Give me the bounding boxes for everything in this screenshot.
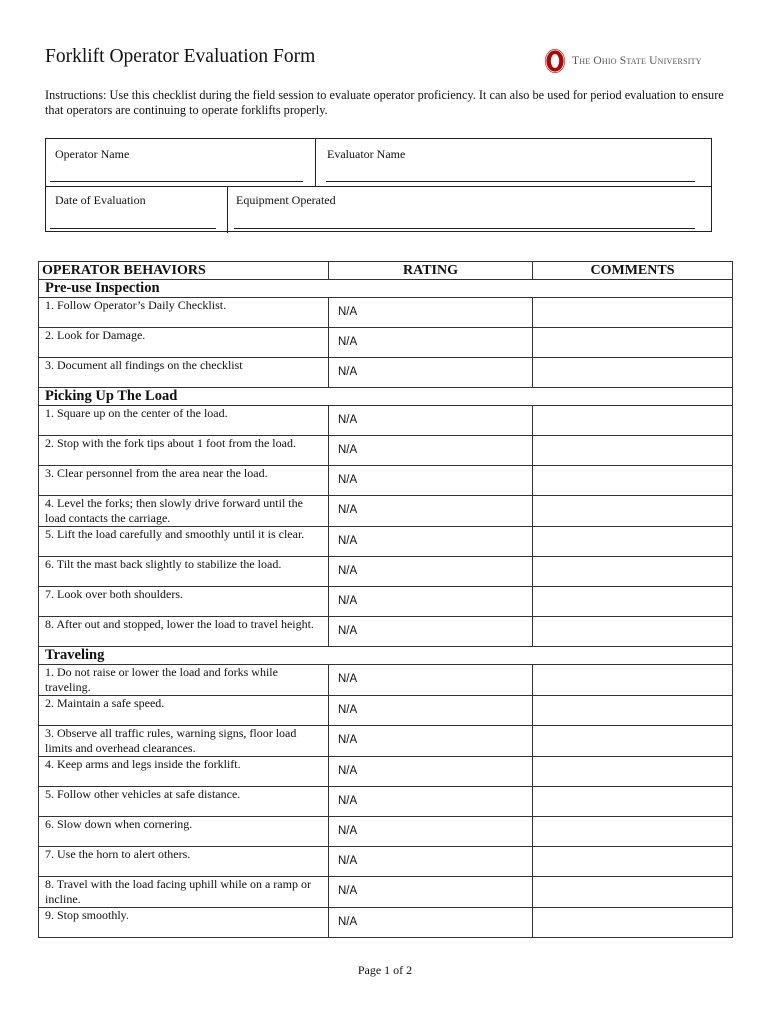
behavior-row bbox=[39, 587, 733, 617]
table-header-row bbox=[39, 262, 733, 280]
rating-value: N/A bbox=[338, 734, 358, 746]
evaluator-name-field[interactable] bbox=[326, 181, 695, 182]
rating-dropdown[interactable] bbox=[329, 847, 533, 877]
behavior-text: 8. After out and stopped, lower the load to travel height. bbox=[39, 617, 329, 647]
rating-value: N/A bbox=[338, 855, 358, 867]
date-field[interactable] bbox=[50, 228, 216, 229]
behavior-text: 3. Observe all traffic rules, warning signs, floor load limits and overhead clearances. bbox=[39, 726, 329, 757]
behavior-text: 6. Tilt the mast back slightly to stabilize the load. bbox=[39, 557, 329, 587]
operator-name-field[interactable] bbox=[50, 181, 303, 182]
comments-field[interactable] bbox=[533, 587, 733, 617]
behavior-text: 7. Use the horn to alert others. bbox=[39, 847, 329, 877]
behavior-row bbox=[39, 726, 733, 757]
comments-field[interactable] bbox=[533, 847, 733, 877]
rating-dropdown[interactable] bbox=[329, 466, 533, 496]
comments-field[interactable] bbox=[533, 436, 733, 466]
rating-header: RATING bbox=[329, 262, 533, 280]
behavior-text: 3. Document all findings on the checklist bbox=[39, 358, 329, 388]
rating-value: N/A bbox=[338, 414, 358, 426]
behavior-text: 4. Keep arms and legs inside the forklift. bbox=[39, 757, 329, 787]
behavior-text: 1. Do not raise or lower the load and forks while traveling. bbox=[39, 665, 329, 696]
behavior-row bbox=[39, 847, 733, 877]
comments-field[interactable] bbox=[533, 787, 733, 817]
comments-field[interactable] bbox=[533, 908, 733, 938]
divider bbox=[227, 187, 228, 233]
evaluation-table bbox=[38, 261, 733, 938]
behavior-row bbox=[39, 328, 733, 358]
page-number: Page 1 of 2 bbox=[357, 963, 413, 977]
evaluator-name-label: Evaluator Name bbox=[327, 147, 406, 161]
behavior-row bbox=[39, 787, 733, 817]
rating-value: N/A bbox=[338, 595, 358, 607]
behavior-row bbox=[39, 436, 733, 466]
rating-dropdown[interactable] bbox=[329, 757, 533, 787]
rating-dropdown[interactable] bbox=[329, 587, 533, 617]
block-o-icon bbox=[544, 48, 566, 74]
section-row bbox=[39, 280, 733, 298]
behavior-text: 8. Travel with the load facing uphill while on a ramp or incline. bbox=[39, 877, 329, 908]
rating-value: N/A bbox=[338, 885, 358, 897]
comments-field[interactable] bbox=[533, 496, 733, 527]
comments-field[interactable] bbox=[533, 877, 733, 908]
form-title: Forklift Operator Evaluation Form bbox=[45, 46, 316, 67]
behavior-text: 3. Clear personnel from the area near the load. bbox=[39, 466, 329, 496]
equipment-label: Equipment Operated bbox=[236, 193, 336, 207]
section-row bbox=[39, 388, 733, 406]
equipment-field[interactable] bbox=[234, 228, 695, 229]
behavior-row bbox=[39, 527, 733, 557]
divider bbox=[315, 139, 316, 187]
section-spacer bbox=[329, 647, 733, 665]
behavior-text: 6. Slow down when cornering. bbox=[39, 817, 329, 847]
date-label: Date of Evaluation bbox=[55, 193, 146, 207]
rating-value: N/A bbox=[338, 504, 358, 516]
comments-field[interactable] bbox=[533, 298, 733, 328]
rating-dropdown[interactable] bbox=[329, 617, 533, 647]
rating-dropdown[interactable] bbox=[329, 726, 533, 757]
comments-field[interactable] bbox=[533, 757, 733, 787]
rating-value: N/A bbox=[338, 474, 358, 486]
instructions-text: Instructions: Use this checklist during the field session to evaluate operator proficiency. It can also be used for period evaluation to ensure that operators are continuing to operate forklifts properly. bbox=[45, 88, 724, 117]
behavior-row bbox=[39, 298, 733, 328]
rating-dropdown[interactable] bbox=[329, 328, 533, 358]
rating-value: N/A bbox=[338, 306, 358, 318]
comments-field[interactable] bbox=[533, 358, 733, 388]
behavior-text: 1. Follow Operator’s Daily Checklist. bbox=[39, 298, 329, 328]
comments-field[interactable] bbox=[533, 527, 733, 557]
section-row bbox=[39, 647, 733, 665]
comments-field[interactable] bbox=[533, 466, 733, 496]
rating-dropdown[interactable] bbox=[329, 908, 533, 938]
rating-dropdown[interactable] bbox=[329, 696, 533, 726]
behaviors-header: OPERATOR BEHAVIORS bbox=[39, 262, 329, 280]
university-logo bbox=[544, 48, 702, 74]
behavior-row bbox=[39, 496, 733, 527]
behavior-row bbox=[39, 557, 733, 587]
comments-field[interactable] bbox=[533, 406, 733, 436]
behavior-text: 2. Maintain a safe speed. bbox=[39, 696, 329, 726]
comments-header: COMMENTS bbox=[533, 262, 733, 280]
comments-field[interactable] bbox=[533, 665, 733, 696]
rating-dropdown[interactable] bbox=[329, 496, 533, 527]
behavior-row bbox=[39, 817, 733, 847]
behavior-text: 7. Look over both shoulders. bbox=[39, 587, 329, 617]
behavior-row bbox=[39, 665, 733, 696]
rating-dropdown[interactable] bbox=[329, 406, 533, 436]
rating-value: N/A bbox=[338, 795, 358, 807]
behavior-text: 1. Square up on the center of the load. bbox=[39, 406, 329, 436]
behavior-text: 9. Stop smoothly. bbox=[39, 908, 329, 938]
rating-dropdown[interactable] bbox=[329, 436, 533, 466]
evaluation-info-box bbox=[45, 138, 712, 232]
comments-field[interactable] bbox=[533, 696, 733, 726]
comments-field[interactable] bbox=[533, 557, 733, 587]
behavior-text: 5. Lift the load carefully and smoothly until it is clear. bbox=[39, 527, 329, 557]
rating-value: N/A bbox=[338, 366, 358, 378]
rating-dropdown[interactable] bbox=[329, 877, 533, 908]
behavior-row bbox=[39, 757, 733, 787]
behavior-row bbox=[39, 358, 733, 388]
rating-dropdown[interactable] bbox=[329, 298, 533, 328]
rating-dropdown[interactable] bbox=[329, 665, 533, 696]
comments-field[interactable] bbox=[533, 726, 733, 757]
comments-field[interactable] bbox=[533, 617, 733, 647]
rating-value: N/A bbox=[338, 673, 358, 685]
behavior-text: 5. Follow other vehicles at safe distance. bbox=[39, 787, 329, 817]
rating-value: N/A bbox=[338, 565, 358, 577]
section-spacer bbox=[329, 388, 733, 406]
behavior-row bbox=[39, 696, 733, 726]
rating-dropdown[interactable] bbox=[329, 358, 533, 388]
rating-value: N/A bbox=[338, 535, 358, 547]
behavior-row bbox=[39, 466, 733, 496]
rating-value: N/A bbox=[338, 444, 358, 456]
rating-value: N/A bbox=[338, 625, 358, 637]
rating-dropdown[interactable] bbox=[329, 817, 533, 847]
university-name: The Ohio State University bbox=[572, 55, 702, 67]
behavior-row bbox=[39, 406, 733, 436]
operator-name-label: Operator Name bbox=[55, 147, 130, 161]
comments-field[interactable] bbox=[533, 328, 733, 358]
section-title: Picking Up The Load bbox=[39, 388, 329, 406]
comments-field[interactable] bbox=[533, 817, 733, 847]
section-spacer bbox=[329, 280, 733, 298]
rating-dropdown[interactable] bbox=[329, 527, 533, 557]
section-title: Traveling bbox=[39, 647, 329, 665]
behavior-row bbox=[39, 908, 733, 938]
rating-value: N/A bbox=[338, 916, 358, 928]
behavior-text: 2. Look for Damage. bbox=[39, 328, 329, 358]
divider bbox=[46, 186, 711, 187]
section-title: Pre-use Inspection bbox=[39, 280, 329, 298]
rating-value: N/A bbox=[338, 704, 358, 716]
behavior-row bbox=[39, 617, 733, 647]
rating-value: N/A bbox=[338, 336, 358, 348]
behavior-row bbox=[39, 877, 733, 908]
rating-dropdown[interactable] bbox=[329, 557, 533, 587]
rating-value: N/A bbox=[338, 765, 358, 777]
behavior-text: 2. Stop with the fork tips about 1 foot from the load. bbox=[39, 436, 329, 466]
rating-value: N/A bbox=[338, 825, 358, 837]
rating-dropdown[interactable] bbox=[329, 787, 533, 817]
behavior-text: 4. Level the forks; then slowly drive forward until the load contacts the carriage. bbox=[39, 496, 329, 527]
